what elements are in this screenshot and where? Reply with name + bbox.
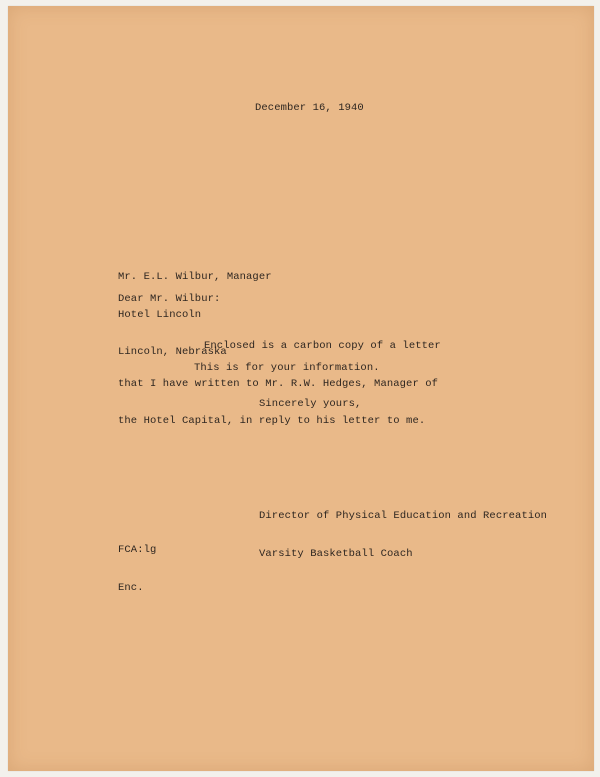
salutation: Dear Mr. Wilbur: — [118, 293, 221, 305]
body-line: that I have written to Mr. R.W. Hedges, Manager of — [118, 377, 439, 390]
recipient-line: Hotel Lincoln — [118, 308, 202, 321]
body-line: the Hotel Capital, in reply to his letter to me. — [118, 415, 426, 427]
reference-initials — [118, 519, 156, 619]
body-information-line: This is for your information. — [194, 362, 380, 374]
closing: Sincerely yours, — [259, 398, 362, 410]
recipient-line: Lincoln, Nebraska — [118, 346, 227, 358]
reference-line: FCA:lg — [118, 544, 157, 556]
recipient-line: Mr. E.L. Wilbur, Manager — [118, 271, 272, 283]
letter-page — [8, 6, 594, 771]
letter-date: December 16, 1940 — [255, 102, 364, 114]
signature-title: Varsity Basketball Coach — [259, 547, 413, 560]
signature-title: Director of Physical Education and Recreation — [259, 510, 548, 522]
reference-line: Enc. — [118, 581, 144, 594]
signature-block — [259, 485, 547, 585]
body-line: Enclosed is a carbon copy of a letter — [204, 340, 441, 352]
